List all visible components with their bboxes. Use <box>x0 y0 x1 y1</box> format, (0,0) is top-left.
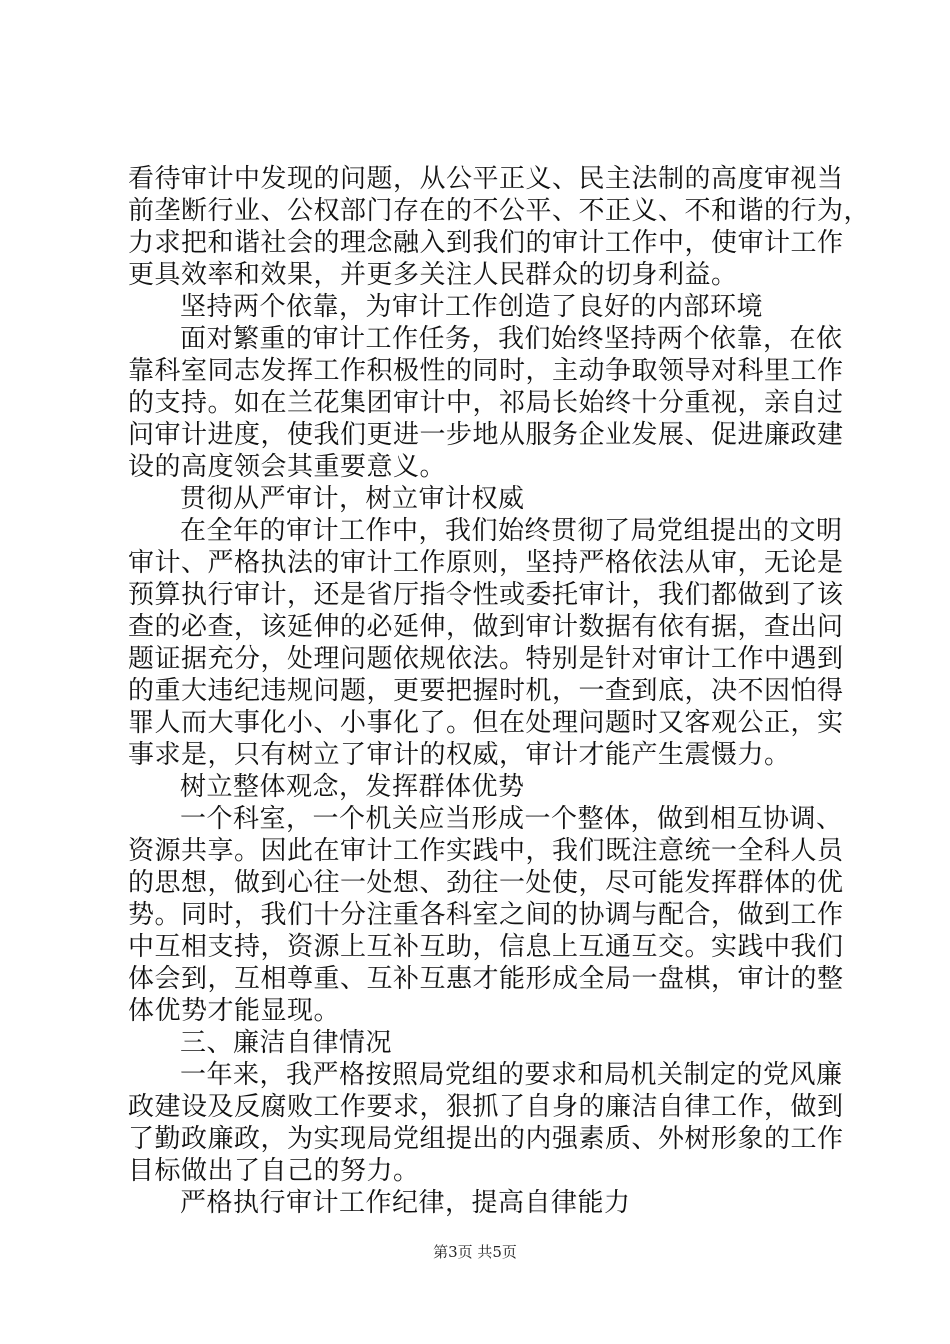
text-line: 预算执行审计，还是省厅指令性或委托审计，我们都做到了该 <box>128 580 844 610</box>
text-line: 三、廉洁自律情况 <box>180 1028 393 1058</box>
text-line: 问审计进度，使我们更进一步地从服务企业发展、促进廉政建 <box>128 420 844 450</box>
text-line: 题证据充分，处理问题依规依法。特别是针对审计工作中遇到 <box>128 644 844 674</box>
text-line: 审计、严格执法的审计工作原则，坚持严格依法从审，无论是 <box>128 548 844 578</box>
text-line: 贯彻从严审计，树立审计权威 <box>180 484 525 514</box>
text-line: 一个科室，一个机关应当形成一个整体，做到相互协调、 <box>180 804 843 834</box>
text-line: 的支持。如在兰花集团审计中，祁局长始终十分重视，亲自过 <box>128 388 844 418</box>
text-line: 坚持两个依靠，为审计工作创造了良好的内部环境 <box>180 292 764 322</box>
page-number-label: 第3页 共5页 <box>433 1243 517 1261</box>
text-line: 资源共享。因此在审计工作实践中，我们既注意统一全科人员 <box>128 836 844 866</box>
text-line: 目标做出了自己的努力。 <box>128 1156 420 1186</box>
text-line: 靠科室同志发挥工作积极性的同时，主动争取领导对科里工作 <box>128 356 844 386</box>
text-line: 前垄断行业、公权部门存在的不公平、不正义、不和谐的行为， <box>128 196 871 226</box>
text-line: 力求把和谐社会的理念融入到我们的审计工作中，使审计工作 <box>128 228 844 258</box>
text-line: 一年来，我严格按照局党组的要求和局机关制定的党风廉 <box>180 1060 843 1090</box>
text-line: 更具效率和效果，并更多关注人民群众的切身利益。 <box>128 260 738 290</box>
text-line: 树立整体观念，发挥群体优势 <box>180 772 525 802</box>
text-line: 在全年的审计工作中，我们始终贯彻了局党组提出的文明 <box>180 516 843 546</box>
text-line: 事求是，只有树立了审计的权威，审计才能产生震慑力。 <box>128 740 791 770</box>
text-line: 政建设及反腐败工作要求，狠抓了自身的廉洁自律工作，做到 <box>128 1092 844 1122</box>
text-line: 严格执行审计工作纪律，提高自律能力 <box>180 1188 631 1218</box>
text-line: 体优势才能显现。 <box>128 996 341 1026</box>
text-line: 查的必查，该延伸的必延伸，做到审计数据有依有据，查出问 <box>128 612 844 642</box>
document-body <box>128 163 871 1219</box>
text-line: 的思想，做到心往一处想、劲往一处使，尽可能发挥群体的优 <box>128 868 844 898</box>
text-line: 了勤政廉政，为实现局党组提出的内强素质、外树形象的工作 <box>128 1124 844 1154</box>
text-line: 体会到，互相尊重、互补互惠才能形成全局一盘棋，审计的整 <box>128 964 844 994</box>
text-line: 看待审计中发现的问题，从公平正义、民主法制的高度审视当 <box>128 164 844 194</box>
page-footer <box>0 1242 950 1262</box>
text-line: 势。同时，我们十分注重各科室之间的协调与配合，做到工作 <box>128 900 844 930</box>
text-line: 的重大违纪违规问题，更要把握时机，一查到底，决不因怕得 <box>128 676 844 706</box>
text-line: 设的高度领会其重要意义。 <box>128 452 447 482</box>
text-line: 面对繁重的审计工作任务，我们始终坚持两个依靠，在依 <box>180 324 843 354</box>
text-line: 罪人而大事化小、小事化了。但在处理问题时又客观公正，实 <box>128 708 844 738</box>
text-line: 中互相支持，资源上互补互助，信息上互通互交。实践中我们 <box>128 932 844 962</box>
